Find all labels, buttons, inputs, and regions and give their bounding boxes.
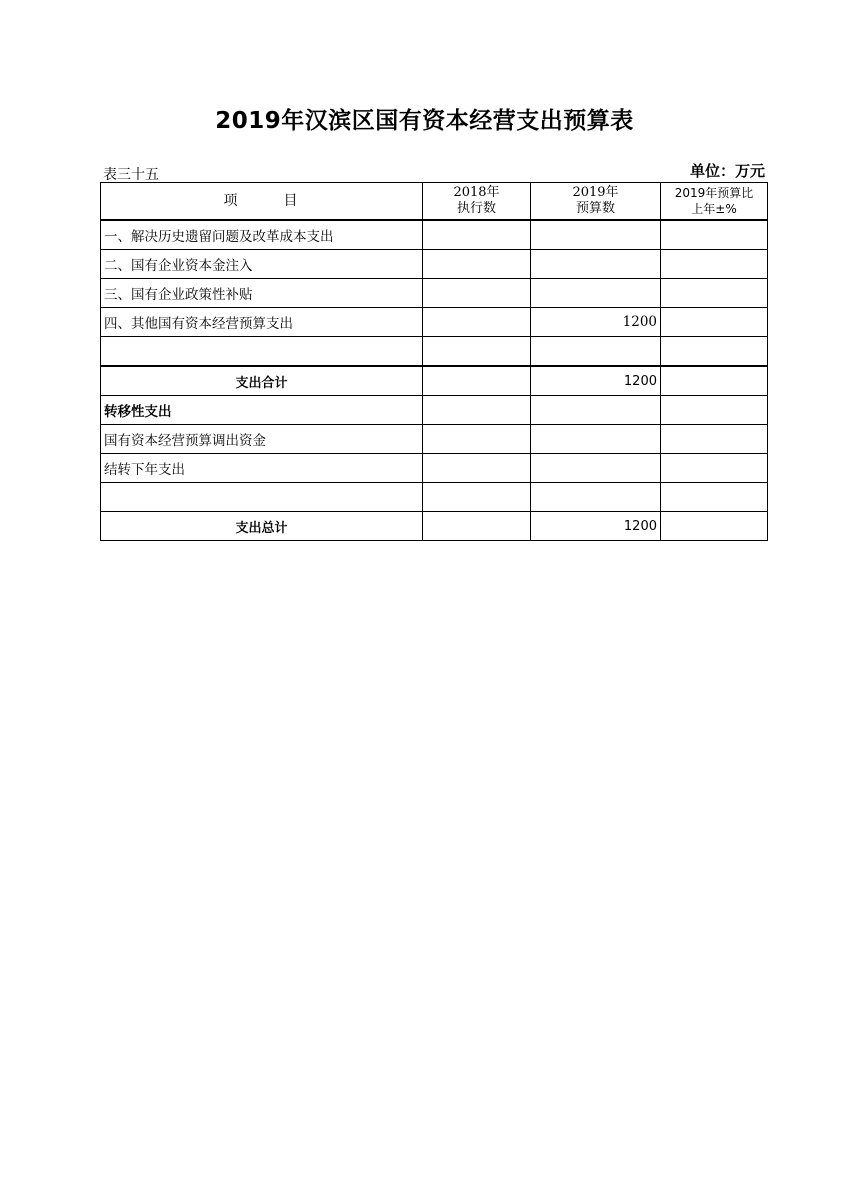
row-2019-value [531, 483, 661, 512]
table-row [101, 308, 768, 337]
row-change-value [661, 337, 768, 367]
transfer-section-label: 转移性支出 [101, 396, 423, 425]
header-change [661, 183, 768, 221]
table-row [101, 454, 768, 483]
row-2019-value: 1200 [531, 308, 661, 337]
row-2018-value [423, 337, 531, 367]
table-row [101, 220, 768, 250]
grand-total-change-value [661, 512, 768, 541]
row-change-value [661, 308, 768, 337]
page-title: 2019年汉滨区国有资本经营支出预算表 [215, 108, 634, 134]
row-change-value [661, 220, 768, 250]
row-2018-value [423, 483, 531, 512]
table-row [101, 279, 768, 308]
header-2019-label: 预算数 [575, 201, 615, 216]
row-2019-value [531, 396, 661, 425]
row-change-value [661, 396, 768, 425]
row-label: 国有资本经营预算调出资金 [101, 425, 423, 454]
header-2018 [423, 183, 531, 221]
subtotal-row [101, 366, 768, 396]
grand-total-2019-value: 1200 [531, 512, 661, 541]
header-row [101, 183, 768, 221]
subtotal-2018-value [423, 366, 531, 396]
header-change-line2: 上年±% [691, 202, 737, 216]
header-2019-year: 2019年 [572, 185, 619, 200]
grand-total-label: 支出总计 [101, 512, 423, 541]
row-2019-value [531, 250, 661, 279]
row-label: 一、解决历史遗留问题及改革成本支出 [101, 220, 423, 250]
table-number: 表三十五 [103, 167, 159, 183]
header-2018-year: 2018年 [453, 185, 500, 200]
row-change-value [661, 454, 768, 483]
row-2019-value [531, 279, 661, 308]
header-2019 [531, 183, 661, 221]
unit-label: 单位：万元 [689, 162, 765, 180]
budget-table [100, 182, 768, 541]
grand-total-row [101, 512, 768, 541]
table-row [101, 250, 768, 279]
row-2019-value [531, 337, 661, 367]
row-label: 四、其他国有资本经营预算支出 [101, 308, 423, 337]
row-2019-value [531, 425, 661, 454]
row-2018-value [423, 454, 531, 483]
row-label [101, 483, 423, 512]
row-label: 二、国有企业资本金注入 [101, 250, 423, 279]
grand-total-2018-value [423, 512, 531, 541]
table-row [101, 425, 768, 454]
header-item [101, 183, 423, 221]
row-change-value [661, 250, 768, 279]
row-label [101, 337, 423, 367]
subtotal-change-value [661, 366, 768, 396]
row-2018-value [423, 308, 531, 337]
header-item-a: 项 [223, 193, 240, 209]
row-2019-value [531, 454, 661, 483]
transfer-section-row [101, 396, 768, 425]
row-label: 三、国有企业政策性补贴 [101, 279, 423, 308]
row-2018-value [423, 279, 531, 308]
row-change-value [661, 483, 768, 512]
row-label: 结转下年支出 [101, 454, 423, 483]
row-2018-value [423, 220, 531, 250]
header-item-b: 目 [283, 193, 300, 209]
header-2018-label: 执行数 [456, 201, 496, 216]
table-row-empty [101, 337, 768, 367]
row-change-value [661, 279, 768, 308]
header-change-line1: 2019年预算比 [674, 186, 754, 200]
subtotal-2019-value: 1200 [531, 366, 661, 396]
table-row-empty [101, 483, 768, 512]
row-change-value [661, 425, 768, 454]
row-2019-value [531, 220, 661, 250]
row-2018-value [423, 396, 531, 425]
row-2018-value [423, 250, 531, 279]
subtotal-label: 支出合计 [101, 366, 423, 396]
row-2018-value [423, 425, 531, 454]
